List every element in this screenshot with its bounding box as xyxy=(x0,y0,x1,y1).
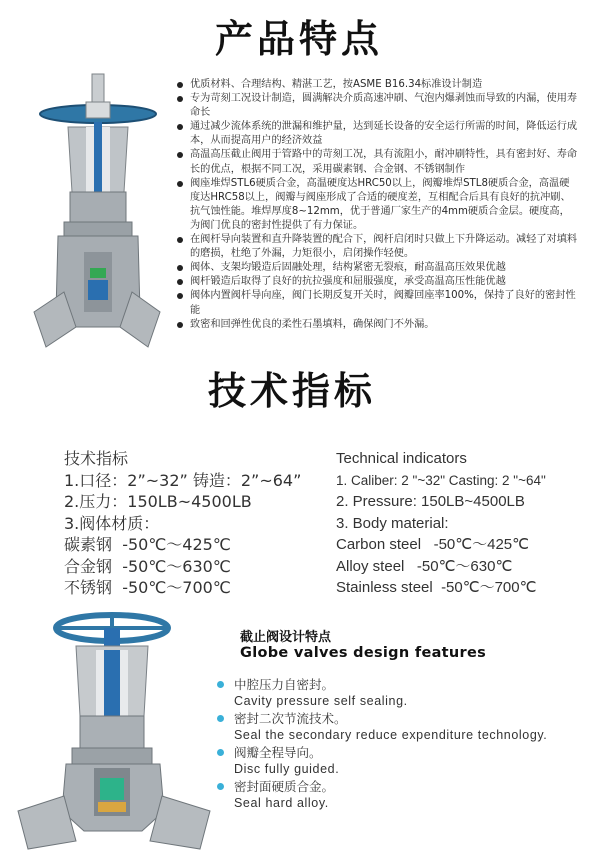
product-features-title: 产品特点 xyxy=(215,16,384,61)
material-name: Carbon steel xyxy=(336,536,422,553)
spec-body-material-cn: 3.阀体材质： xyxy=(64,513,160,533)
temperature-range: -50℃～425℃ xyxy=(122,535,231,554)
globe-valve-illustration-top xyxy=(28,72,166,362)
spec-material-row xyxy=(336,534,586,556)
material-name: 碳素钢 xyxy=(64,535,113,554)
spec-material-row xyxy=(64,534,314,556)
spec-caliber-en: 1. Caliber: 2 "~32" Casting: 2 "~64" xyxy=(336,472,546,488)
feature-item: 致密和回弹性优良的柔性石墨填料，确保阀门不外漏。 xyxy=(176,318,578,332)
design-feature-en: Cavity pressure self sealing. xyxy=(234,694,408,708)
material-name: 不锈钢 xyxy=(64,578,113,597)
feature-item: 阀体内置阀杆导向座，阀门长期反复开关时，阀瓣回座率100%，保持了良好的密封性能 xyxy=(176,289,578,317)
globe-valve-cutaway-illustration xyxy=(14,606,214,851)
design-features-title-en: Globe valves design features xyxy=(240,645,487,661)
temperature-range: -50℃～700℃ xyxy=(122,578,231,597)
spec-heading-en: Technical indicators xyxy=(336,450,467,467)
design-feature-en: Disc fully guided. xyxy=(234,762,340,776)
spec-pressure-en: 2. Pressure: 150LB~4500LB xyxy=(336,493,525,510)
design-feature-cn: 密封二次节流技术。 xyxy=(212,710,597,727)
product-features-list xyxy=(176,78,578,332)
spec-material-row xyxy=(336,577,586,599)
temperature-range: -50℃～630℃ xyxy=(416,557,513,575)
feature-item: 阀杆锻造后取得了良好的抗拉强度和屈服强度，承受高温高压性能优越 xyxy=(176,275,578,289)
spec-pressure-cn: 2.压力：150LB~4500LB xyxy=(64,492,252,511)
feature-item: 优质材料、合理结构、精湛工艺，按ASME B16.34标准设计制造 xyxy=(176,78,578,92)
spec-body-material-en: 3. Body material: xyxy=(336,514,449,532)
temperature-range: -50℃～630℃ xyxy=(122,556,231,576)
feature-item: 阀座堆焊STL6硬质合金，高温硬度达HRC50以上，阀瓣堆焊STL8硬质合金，高温硬度达HRC58以上，阀瓣与阀座形成了合适的硬度差，互相配合后具有良好的抗冲刷、抗气蚀性能。堆焊厚度8~12mm，优于普通厂家生产的4mm硬质合金层。硬度高，为阀门优良的密封性提供了有力保证。 xyxy=(176,177,578,233)
tech-specs-en xyxy=(336,448,586,599)
design-feature-en: Seal the secondary reduce expenditure technology. xyxy=(234,728,548,742)
feature-item: 阀体、支架均锻造后固融处理，结构紧密无裂痕，耐高温高压效果优越 xyxy=(176,261,578,275)
spec-material-row xyxy=(64,556,314,578)
design-feature-cn: 中腔压力自密封。 xyxy=(212,676,597,693)
spec-material-row xyxy=(64,577,314,599)
design-feature-cn: 阀瓣全程导向。 xyxy=(212,744,597,761)
feature-item: 通过减少流体系统的泄漏和维护量，达到延长设备的安全运行所需的时间，降低运行成本，从而提高用户的经济效益 xyxy=(176,120,578,148)
temperature-range: -50℃～425℃ xyxy=(433,536,529,553)
design-features-list xyxy=(212,676,597,812)
tech-specs-title: 技术指标 xyxy=(208,368,377,413)
material-name: Alloy steel xyxy=(336,557,405,575)
feature-item: 专为苛刻工况设计制造，圆满解决介质高速冲刷、气泡内爆剥蚀而导致的内漏，使用寿命长 xyxy=(176,92,578,120)
material-name: 合金钢 xyxy=(64,556,113,576)
tech-specs-cn xyxy=(64,448,314,599)
design-features-title-cn: 截止阀设计特点 xyxy=(240,630,332,645)
spec-caliber-cn: 1.口径：2”~32” 铸造：2”~64” xyxy=(64,470,302,490)
design-feature-en: Seal hard alloy. xyxy=(234,796,329,810)
spec-heading-cn: 技术指标 xyxy=(64,449,129,468)
design-feature-cn: 密封面硬质合金。 xyxy=(212,778,597,795)
feature-item: 在阀杆导向装置和直升降装置的配合下，阀杆启闭时只做上下升降运动。减轻了对填料的磨损，杜绝了外漏，力矩很小，启闭操作轻便。 xyxy=(176,233,578,261)
material-name: Stainless steel xyxy=(336,579,433,596)
spec-material-row xyxy=(336,556,586,578)
feature-item: 高温高压截止阀用于管路中的苛刻工况，具有流阻小，耐冲刷特性，具有密封好、寿命长的优点，根据不同工况，采用碳素钢、合金钢、不锈钢制作 xyxy=(176,148,578,176)
temperature-range: -50℃～700℃ xyxy=(441,579,537,596)
